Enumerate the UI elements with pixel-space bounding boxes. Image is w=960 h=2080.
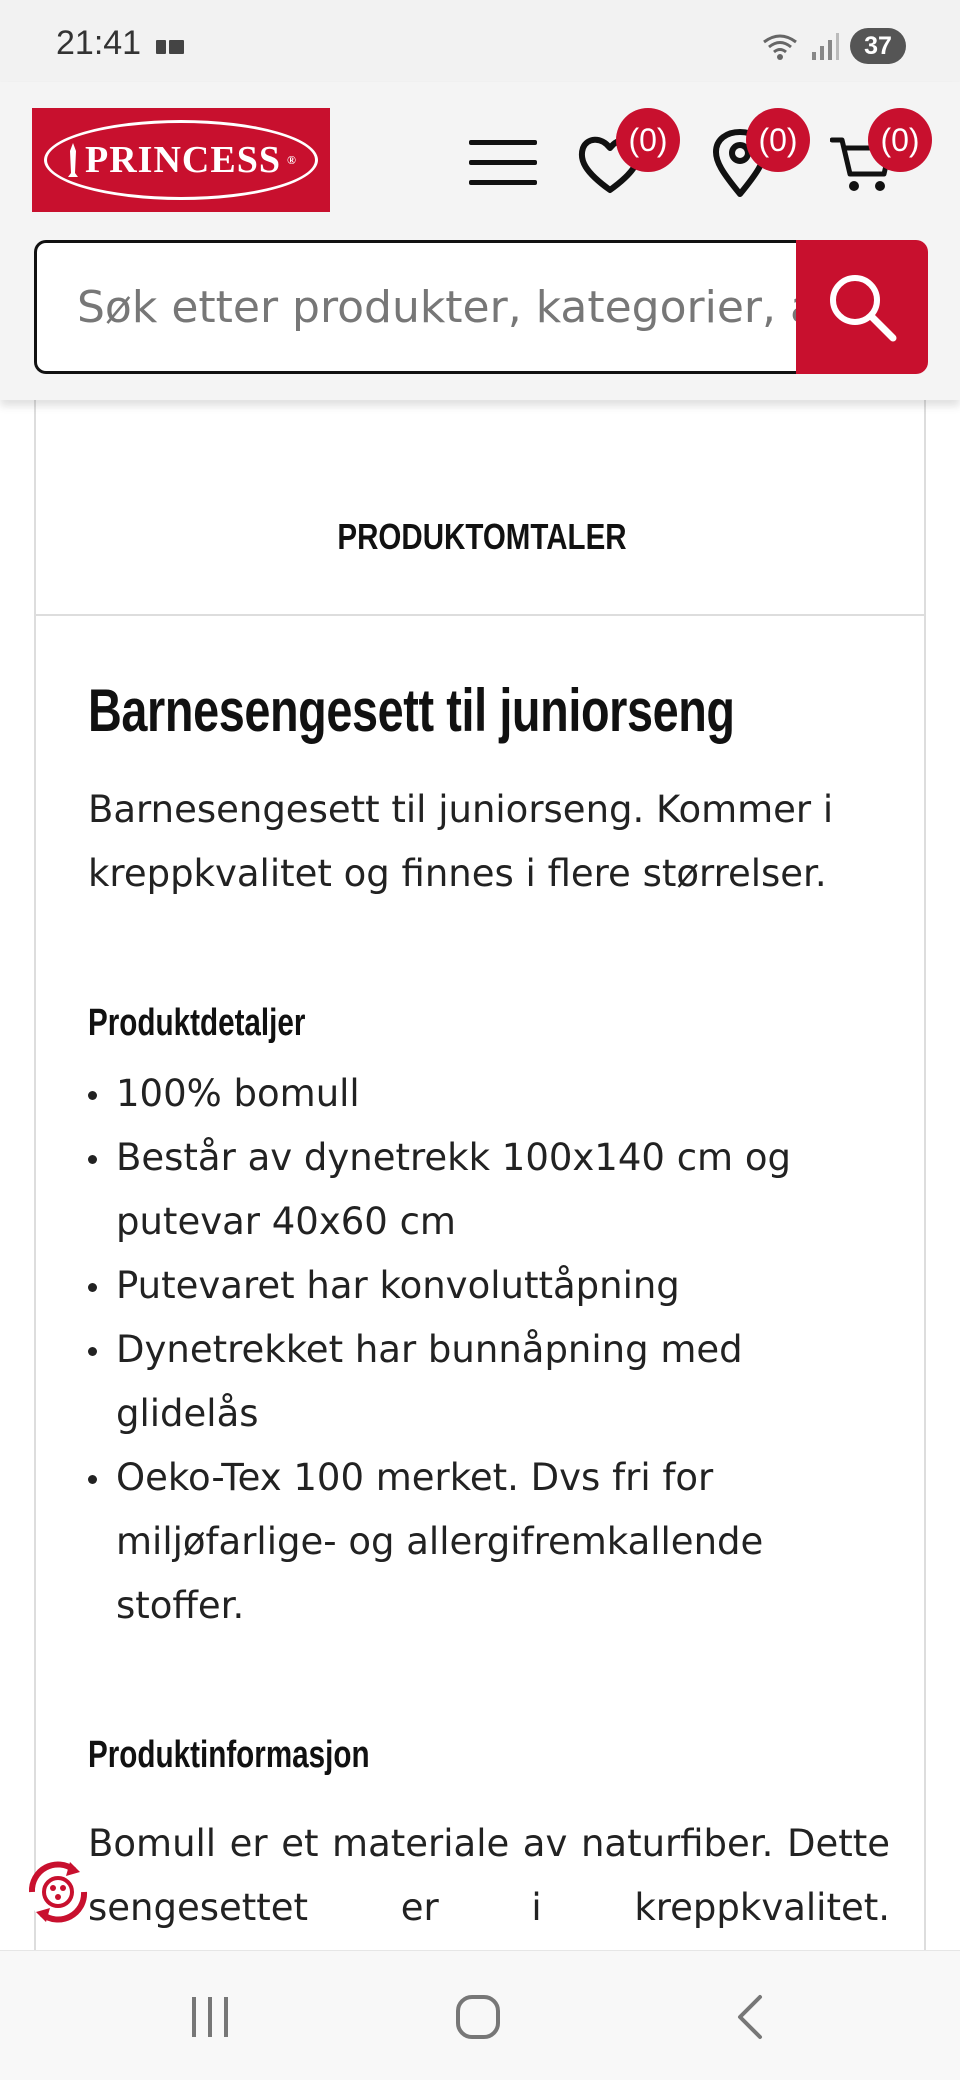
stores-count-badge: (0) (746, 108, 810, 172)
wishlist-button[interactable] (570, 121, 668, 204)
tab-produktomtaler[interactable]: PRODUKTOMTALER (337, 516, 627, 557)
info-text: Bomull er et materiale av naturfiber. Dette sengesettet er i kreppkvalitet. (88, 1822, 890, 1929)
list-item: 100% bomull (88, 1062, 868, 1126)
wifi-icon (760, 30, 800, 62)
cart-count-badge: (0) (868, 108, 932, 172)
logo-oval (44, 120, 318, 200)
description-intro: Barnesengesett til juniorseng. Kommer i kreppkvalitet og finnes i flere størrelser. (88, 788, 834, 895)
hamburger-menu-icon (467, 136, 539, 188)
status-time: 21:41 (56, 24, 142, 62)
status-right (760, 28, 906, 64)
description-title: Barnesengesett til juniorseng (88, 677, 735, 744)
site-header (0, 82, 960, 400)
logo-text (65, 138, 297, 182)
search-button[interactable] (796, 240, 928, 374)
logo-registered-mark: ® (286, 152, 297, 167)
details-heading: Produktdetaljer (88, 1002, 306, 1044)
search-bar (34, 240, 928, 376)
list-item: Består av dynetrekk 100x140 cm og putevar 40x60 cm (88, 1126, 868, 1254)
status-bar (0, 0, 960, 82)
product-description (34, 614, 926, 1964)
back-button[interactable] (710, 1985, 790, 2049)
home-icon (454, 1993, 502, 2041)
search-icon (825, 270, 899, 344)
logo-wordmark: PRINCESS (85, 139, 281, 181)
info-heading: Produktinformasjon (88, 1734, 370, 1776)
wishlist-count-badge: (0) (616, 108, 680, 172)
cart-button[interactable] (822, 121, 920, 204)
recent-apps-button[interactable] (170, 1985, 250, 2049)
tower-icon (65, 143, 81, 177)
sim-card-icon (156, 38, 186, 56)
list-item: Oeko-Tex 100 merket. Dvs fri for miljøfarlige- og allergifremkallende stoffer. (88, 1446, 868, 1638)
recycle-icon (18, 1852, 98, 1932)
floating-action-button[interactable] (18, 1852, 98, 1932)
menu-button[interactable] (462, 122, 544, 202)
search-input[interactable] (34, 240, 800, 374)
list-item: Putevaret har konvoluttåpning (88, 1254, 868, 1318)
system-nav-bar (0, 1950, 960, 2080)
store-locator-button[interactable] (700, 121, 798, 204)
signal-icon (810, 30, 840, 62)
princess-logo[interactable] (32, 108, 330, 212)
back-icon (732, 1993, 768, 2041)
list-item: Dynetrekket har bunnåpning med glidelås (88, 1318, 868, 1446)
recent-apps-icon (186, 1995, 234, 2039)
details-list (88, 1062, 868, 1638)
home-button[interactable] (438, 1985, 518, 2049)
battery-indicator: 37 (850, 28, 906, 64)
